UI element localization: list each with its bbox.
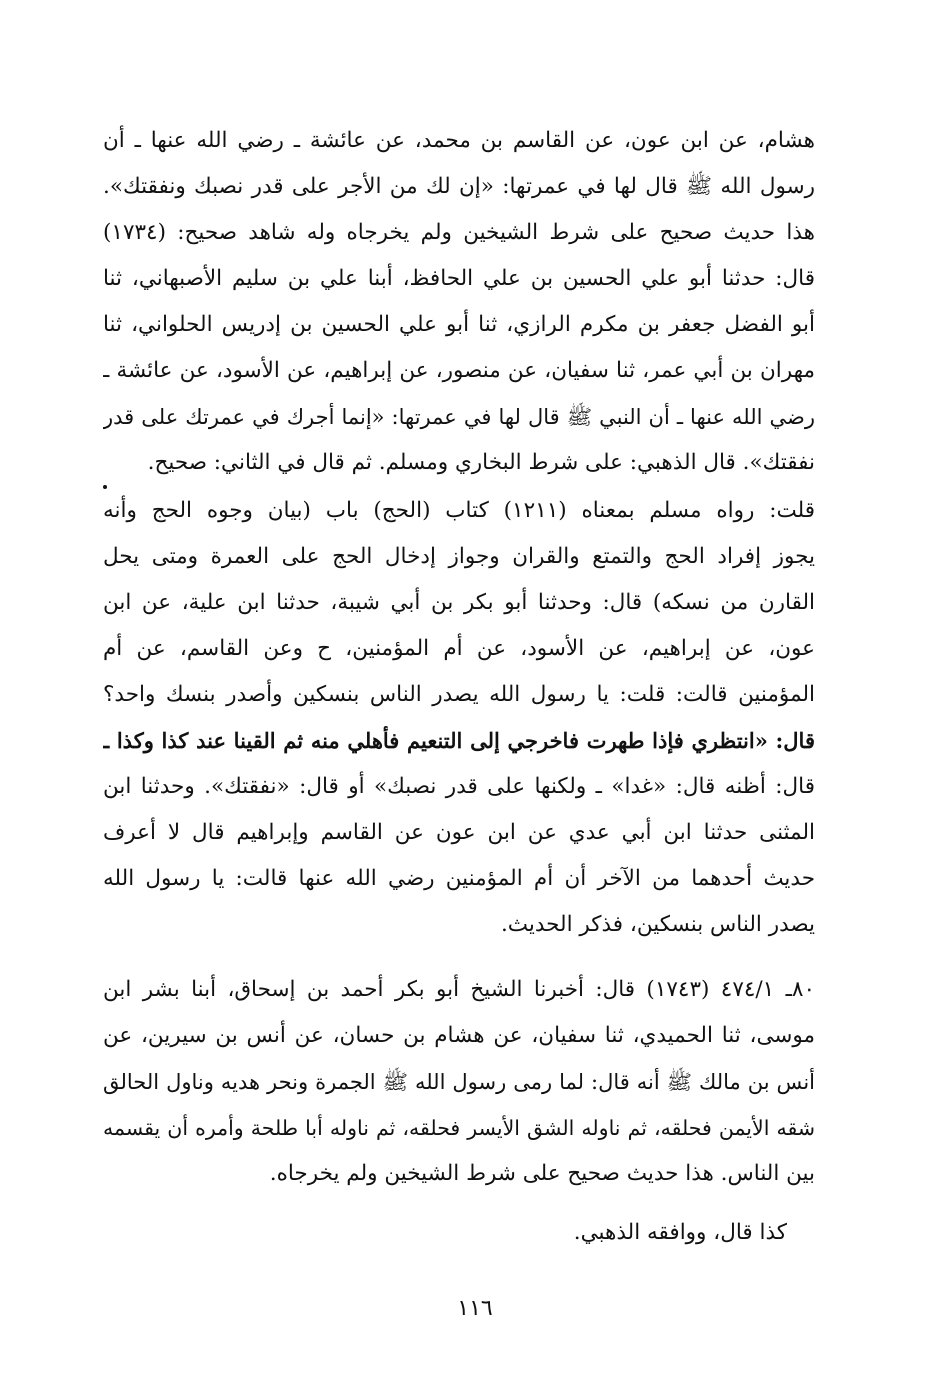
text-line: بين الناس. هذا حديث صحيح على شرط الشيخين ولم يخرجاه. bbox=[269, 1161, 815, 1186]
text-line: هذا حديث صحيح على شرط الشيخين ولم يخرجاه وله شاهد صحيح: (١٧٣٤) bbox=[103, 220, 815, 245]
text-line: أنس بن مالك ﷺ أنه قال: لما رمى رسول الله ﷺ الجمرة ونحر هديه وناول الحالق bbox=[103, 1070, 815, 1094]
text-line: قال: «انتظري فإذا طهرت فاخرجي إلى التنعيم فأهلي منه ثم القينا عند كذا وكذا ـ bbox=[103, 728, 815, 753]
stray-ink-dot bbox=[103, 485, 107, 489]
text-line: رسول الله ﷺ قال لها في عمرتها: «إن لك من الأجر على قدر نصبك ونفقتك». bbox=[103, 174, 815, 199]
document-page bbox=[103, 0, 815, 1391]
text-line: حديث أحدهما من الآخر أن أم المؤمنين رضي الله عنها قالت: يا رسول الله bbox=[103, 866, 815, 891]
text-line: كذا قال، ووافقه الذهبي. bbox=[573, 1220, 787, 1245]
text-line: قال: أظنه قال: «غدا» ـ ولكنها على قدر نصبك» أو قال: «نفقتك». وحدثنا ابن bbox=[103, 774, 815, 799]
text-line: رضي الله عنها ـ أن النبي ﷺ قال لها في عمرتها: «إنما أجرك في عمرتك على قدر bbox=[103, 405, 815, 429]
text-line: هشام، عن ابن عون، عن القاسم بن محمد، عن عائشة ـ رضي الله عنها ـ أن bbox=[103, 128, 815, 153]
text-line: يجوز إفراد الحج والتمتع والقران وجواز إدخال الحج على العمرة ومتى يحل bbox=[103, 544, 815, 569]
text-line: قلت: رواه مسلم بمعناه (١٢١١) كتاب (الحج) باب (بيان وجوه الحج وأنه bbox=[103, 498, 815, 523]
text-line: موسى، ثنا الحميدي، ثنا سفيان، عن هشام بن حسان، عن أنس بن سيرين، عن bbox=[103, 1023, 815, 1048]
text-line: شقه الأيمن فحلقه، ثم ناوله الشق الأيسر فحلقه، ثم ناوله أبا طلحة وأمره أن يقسمه bbox=[103, 1116, 815, 1140]
text-line: يصدر الناس بنسكين، فذكر الحديث. bbox=[500, 912, 815, 937]
text-line: القارن من نسكه) قال: وحدثنا أبو بكر بن أبي شيبة، حدثنا ابن علية، عن ابن bbox=[103, 590, 815, 615]
page-number: ١١٦ bbox=[457, 1296, 493, 1321]
text-line: ٨٠ـ ٤٧٤/١ (١٧٤٣) قال: أخبرنا الشيخ أبو بكر أحمد بن إسحاق، أبنا بشر ابن bbox=[103, 977, 815, 1002]
text-line: مهران بن أبي عمر، ثنا سفيان، عن منصور، عن إبراهيم، عن الأسود، عن عائشة ـ bbox=[103, 358, 815, 383]
text-line: قال: حدثنا أبو علي الحسين بن علي الحافظ، أبنا علي بن سليم الأصبهاني، ثنا bbox=[103, 266, 815, 291]
text-line: أبو الفضل جعفر بن مكرم الرازي، ثنا أبو علي الحسين بن إدريس الحلواني، ثنا bbox=[103, 312, 815, 337]
text-line: المثنى حدثنا ابن أبي عدي عن ابن عون عن القاسم وإبراهيم قال لا أعرف bbox=[103, 820, 815, 845]
text-line: المؤمنين قالت: قلت: يا رسول الله يصدر الناس بنسكين وأصدر بنسك واحد؟ bbox=[103, 682, 815, 707]
text-line: نفقتك». قال الذهبي: على شرط البخاري ومسلم. ثم قال في الثاني: صحيح. bbox=[147, 450, 815, 475]
text-line: عون، عن إبراهيم، عن الأسود، عن أم المؤمنين، ح وعن القاسم، عن أم bbox=[103, 636, 815, 661]
